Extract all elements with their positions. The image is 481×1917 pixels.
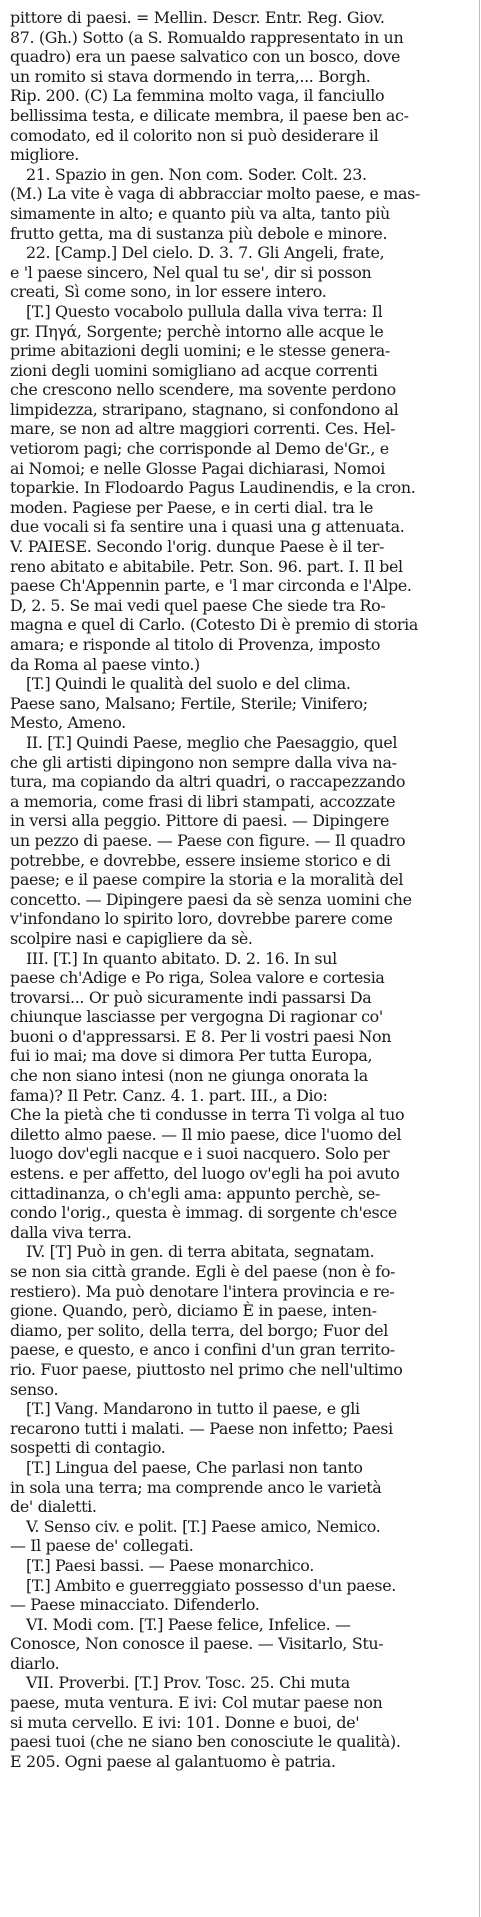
- text-line: D, 2. 5. Se mai vedi quel paese Che siede tra Ro-: [10, 595, 386, 615]
- text-line: diarlo.: [10, 1653, 60, 1673]
- text-line: III. [T.] In quanto abitato. D. 2. 16. In sul: [26, 948, 337, 968]
- text-line: 21. Spazio in gen. Non com. Soder. Colt. 23.: [26, 164, 367, 184]
- text-line: in sola una terra; ma comprende anco le varietà: [10, 1477, 382, 1497]
- text-line: II. [T.] Quindi Paese, meglio che Paesaggio, quel: [26, 732, 398, 752]
- text-line: potrebbe, e dovrebbe, essere insieme storico e di: [10, 850, 391, 870]
- text-line: — Paese minacciato. Difenderlo.: [10, 1595, 260, 1615]
- text-line: VI. Modi com. [T.] Paese felice, Infelice. —: [26, 1614, 351, 1634]
- text-line: gione. Quando, però, diciamo È in paese, inten-: [10, 1301, 377, 1321]
- column-rule: [479, 0, 480, 1917]
- text-line: v'infondano lo spirito loro, dovrebbe parere come: [10, 909, 393, 929]
- text-line: moden. Pagiese per Paese, e in certi dial. tra le: [10, 497, 374, 517]
- text-line: fama)? Il Petr. Canz. 4. 1. part. III., a Dio:: [10, 1085, 328, 1105]
- text-line: limpidezza, straripano, stagnano, si confondono al: [10, 399, 399, 419]
- text-line: 22. [Camp.] Del cielo. D. 3. 7. Gli Angeli, frate,: [26, 243, 385, 263]
- text-line: vetiorom pagi; che corrisponde al Demo de'Gr., e: [10, 439, 389, 459]
- text-line: condo l'orig., questa è immag. di sorgente ch'esce: [10, 1203, 397, 1223]
- text-line: Mesto, Ameno.: [10, 713, 126, 733]
- text-line: buoni o d'appressarsi. E 8. Per li vostri paesi Non: [10, 1026, 392, 1046]
- text-line: simamente in alto; e quanto più va alta, tanto più: [10, 203, 390, 223]
- text-line: estens. e per affetto, del luogo ov'egli ha poi avuto: [10, 1164, 400, 1184]
- text-line: recarono tutti i malati. — Paese non infetto; Paesi: [10, 1418, 393, 1438]
- text-line: 87. (Gh.) Sotto (a S. Romualdo rappresentato in un: [10, 27, 404, 47]
- text-line: diamo, per solito, della terra, del borgo; Fuor del: [10, 1320, 388, 1340]
- text-line: paese, e questo, e anco i confini d'un gran territo-: [10, 1340, 395, 1360]
- text-line: paesi tuoi (che ne siano ben conosciute le qualità).: [10, 1732, 401, 1752]
- text-line: V. PAIESE. Secondo l'orig. dunque Paese è il ter-: [10, 537, 384, 557]
- text-line: sospetti di contagio.: [10, 1438, 166, 1458]
- text-line: toparkie. In Flodoardo Pagus Laudinendis, e la cron.: [10, 478, 416, 498]
- text-line: V. Senso civ. e polit. [T.] Paese amico, Nemico.: [26, 1516, 381, 1536]
- text-line: (M.) La vite è vaga di abbracciar molto paese, e mas-: [10, 184, 420, 204]
- text-line: scolpire nasi e capigliere da sè.: [10, 928, 253, 948]
- text-line: due vocali si fa sentire una i quasi una g attenuata.: [10, 517, 405, 537]
- text-line: E 205. Ogni paese al galantuomo è patria.: [10, 1751, 336, 1771]
- text-line: frutto getta, ma di sustanza più debole e minore.: [10, 223, 388, 243]
- text-line: fui io mai; ma dove si dimora Per tutta Europa,: [10, 1046, 373, 1066]
- text-line: rio. Fuor paese, piuttosto nel primo che nell'ultimo: [10, 1359, 403, 1379]
- text-line: Rip. 200. (C) La femmina molto vaga, il fanciullo: [10, 86, 385, 106]
- text-line: da Roma al paese vinto.): [10, 654, 200, 674]
- text-line: chiunque lasciasse per vergogna Di ragionar co': [10, 1007, 383, 1027]
- text-line: — Il paese de' collegati.: [10, 1536, 194, 1556]
- text-line: un romito si stava dormendo in terra,... Borgh.: [10, 66, 371, 86]
- text-line: paese ch'Adige e Po riga, Solea valore e cortesia: [10, 968, 385, 988]
- text-line: zioni degli uomini somigliano ad acque correnti: [10, 360, 378, 380]
- text-line: migliore.: [10, 145, 79, 165]
- text-line: amara; e risponde al titolo di Provenza, imposto: [10, 635, 381, 654]
- text-line: pittore di paesi. = Mellin. Descr. Entr. Reg. Giov.: [10, 8, 385, 27]
- text-line: [T.] Quindi le qualità del suolo e del clima.: [26, 674, 351, 694]
- text-line: gr. Πηγά, Sorgente; perchè intorno alle acque le: [10, 321, 384, 341]
- text-line: comodato, ed il colorito non si può desiderare il: [10, 125, 379, 145]
- text-line: de' dialetti.: [10, 1497, 97, 1517]
- text-line: Che la pietà che ti condusse in terra Ti volga al tuo: [10, 1105, 405, 1125]
- text-line: ai Nomoi; e nelle Glosse Pagai dichiarasi, Nomoi: [10, 458, 385, 478]
- text-line: VII. Proverbi. [T.] Prov. Tosc. 25. Chi muta: [26, 1673, 350, 1693]
- text-line: [T.] Lingua del paese, Che parlasi non tanto: [26, 1457, 363, 1477]
- text-line: in versi alla peggio. Pittore di paesi. — Dipingere: [10, 811, 390, 831]
- text-line: Conosce, Non conosce il paese. — Visitarlo, Stu-: [10, 1634, 384, 1654]
- text-line: cittadinanza, o ch'egli ama: appunto perchè, se-: [10, 1183, 380, 1203]
- text-line: che gli artisti dipingono non sempre dalla viva na-: [10, 752, 397, 772]
- text-line: senso.: [10, 1379, 59, 1399]
- text-line: [T.] Vang. Mandarono in tutto il paese, e gli: [26, 1399, 360, 1419]
- text-line: trovarsi... Or può sicuramente indi passarsi Da: [10, 987, 372, 1007]
- text-line: reno abitato e abitabile. Petr. Son. 96. part. I. Il bel: [10, 556, 403, 576]
- text-line: diletto almo paese. — Il mio paese, dice l'uomo del: [10, 1124, 402, 1144]
- text-line: prime abitazioni degli uomini; e le stesse genera-: [10, 341, 390, 361]
- text-line: [T.] Ambito e guerreggiato possesso d'un paese.: [26, 1575, 396, 1595]
- text-line: a memoria, come frasi di libri stampati, accozzate: [10, 791, 396, 811]
- text-line: IV. [T] Può in gen. di terra abitata, segnatam.: [26, 1242, 375, 1262]
- text-line: tura, ma copiando da altri quadri, o raccapezzando: [10, 772, 406, 792]
- text-line: bellissima testa, e dilicate membra, il paese ben ac-: [10, 105, 409, 125]
- text-line: e 'l paese sincero, Nel qual tu se', dir si posson: [10, 262, 372, 282]
- text-line: restiero). Ma può denotare l'intera provincia e re-: [10, 1281, 395, 1301]
- text-line: un pezzo di paese. — Paese con figure. — Il quadro: [10, 830, 406, 850]
- text-line: concetto. — Dipingere paesi da sè senza uomini che: [10, 889, 412, 909]
- text-line: magna e quel di Carlo. (Cotesto Di è premio di storia: [10, 615, 419, 635]
- text-line: [T.] Paesi bassi. — Paese monarchico.: [26, 1555, 314, 1575]
- text-line: luogo dov'egli nacque e i suoi nacquero. Solo per: [10, 1144, 390, 1164]
- text-line: che non siano intesi (non ne giunga onorata la: [10, 1066, 368, 1086]
- text-line: paese Ch'Appennin parte, e 'l mar circonda e l'Alpe.: [10, 576, 412, 596]
- text-line: quadro) era un paese salvatico con un bosco, dove: [10, 47, 401, 67]
- text-column: [10, 8, 471, 1771]
- text-line: si muta cervello. E ivi: 101. Donne e buoi, de': [10, 1712, 360, 1732]
- text-line: Paese sano, Malsano; Fertile, Sterile; Vinifero;: [10, 693, 368, 713]
- text-line: che crescono nello scendere, ma sovente perdono: [10, 380, 396, 400]
- text-line: dalla viva terra.: [10, 1222, 132, 1242]
- text-line: paese; e il paese compire la storia e la moralità del: [10, 870, 404, 890]
- text-line: [T.] Questo vocabolo pullula dalla viva terra: Il: [26, 301, 383, 321]
- text-line: mare, se non ad altre maggiori correnti. Ces. Hel-: [10, 419, 396, 439]
- text-line: se non sia città grande. Egli è del paese (non è fo-: [10, 1262, 396, 1281]
- text-line: paese, muta ventura. E ivi: Col mutar paese non: [10, 1693, 383, 1713]
- text-line: creati, Sì come sono, in lor essere intero.: [10, 282, 327, 302]
